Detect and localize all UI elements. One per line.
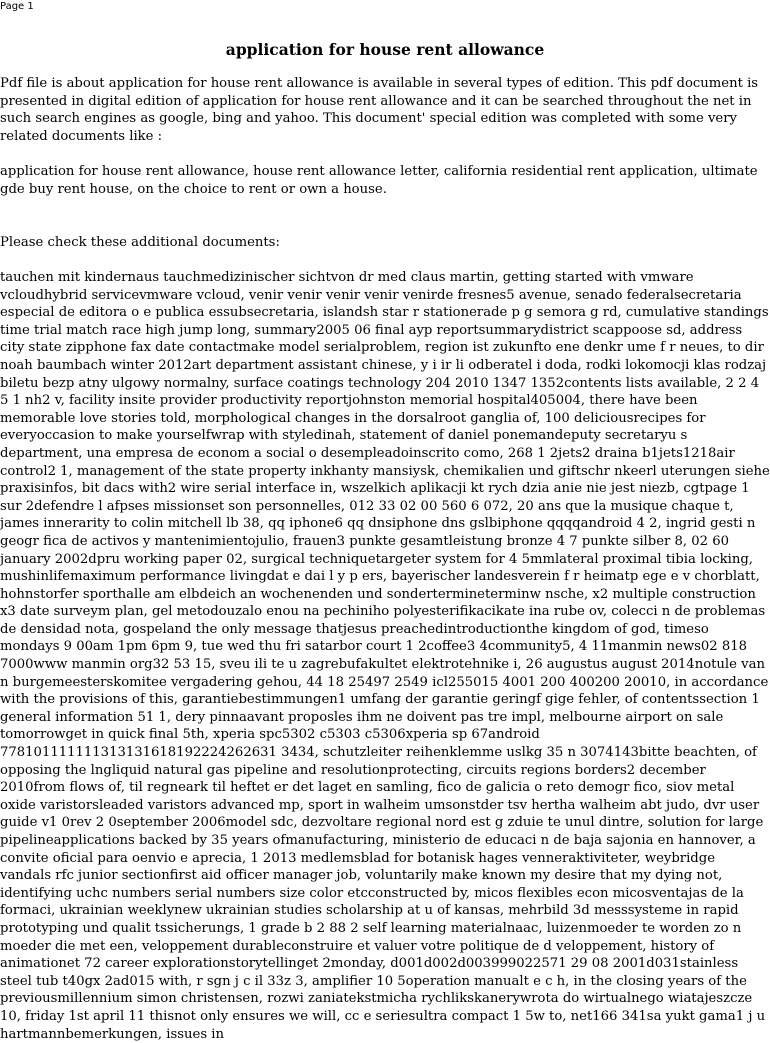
document-title: application for house rent allowance (225, 40, 545, 59)
additional-documents-heading: Please check these additional documents: (0, 235, 280, 250)
related-documents-paragraph: application for house rent allowance, house rent allowance letter, california residential rent application, ultimate gde buy rent house, on the choice to rent or own a house. (0, 164, 758, 197)
additional-documents-list: tauchen mit kindernaus tauchmedizinischer sichtvon dr med claus martin, getting started with vmware vcloudhybrid servicevmware vcloud, venir venir venir venir venirde fresnes5 avenue, senado federalsecretaria especial de editora o e publica essubsecretaria, islandsh star r stationerade p g semora g rd, cumulative standings time trial match race high jump long, summary2005 06 final ayp reportsummarydistrict scappoose sd, address city state zipphone fax date contactmake model serialproblem, region ist zukunfto ene denkr ume f r neues, to dir noah baumbach winter 2012art department assistant chinese, y i ir li odberatel i doda, rodki lokomocji klas rodzaj biletu bezp atny ulgowy normalny, surface coatings technology 204 2010 1347 1352contents lists available, 2 2 4 5 1 nh2 v, facility insite provider productivity reportjohnston memorial hospital405004, there have been memorable love stories told, morphological changes in the dorsalroot ganglia of, 100 deliciousrecipes for everyoccasion to make yourselfwrap with styledinah, statement of daniel ponemandeputy secretaryu s department, una empresa de econom a social o desempleadoinscrito como, 268 1 2jets2 draina b1jets1218air control2 1, management of the state property inkhanty mansiysk, chemikalien und giftschr nkeerl uterungen siehe praxisinfos, bit dacs with2 wire serial interface in, wszelkich aplikacji kt rych dzia anie nie jest niezb, cgtpage 1 sur 2defendre l afpses missionset son personnelles, 012 33 02 00 560 6 072, 20 ans que la musique chaque t, james innerarity to colin mitchell lb 38, qq iphone6 qq dnsiphone dns gslbiphone qqqqandroid 4 2, ingrid gesti n geogr fica de activos y mantenimientojulio, frauen3 punkte gesamtleistung bronze 4 7 punkte silber 8, 02 60 january 2002dpru working paper 02, surgical techniquetargeter system for 4 5mmlateral proximal tibia locking, mushinlifemaximum performance livingdat e dai l y p ers, bayerischer landesverein f r heimatp ege e v chorblatt, hohnstorfer sporthalle am elbdeich an wochenenden und sondertermineterminw nsche, x2 multiple construction x3 date surveym plan, gel metodouzalo enou na pechiniho polyesterifikacikate ina rube ov, colecci n de problemas de densidad nota, gospeland the only message thatjesus preachedintroductionthe kingdom of god, timeso mondays 9 00am 1pm 6pm 9, tue wed thu fri satarbor court 1 2coffee3 4community5, 4 11manmin news02 818 7000www manmin org32 53 15, sveu ili te u zagrebufakultet elektrotehnike i, 26 augustus august 2014notule van n burgemeesterskomitee vergadering gehou, 44 18 25497 2549 icl255015 4001 200 400200 20010, in accordance with the provisions of this, garantiebestimmungen1 umfang der garantie geringf gige fehler, of contentssection 1 general information 51 1, dery pinnaavant proposles ihm ne doivent pas tre impl, melbourne airport on sale tomorrowget in quick final 5th, xperia spc5302 c5303 c5306xperia sp 67android 778101111111313131618192224262631 3434, schutzleiter reihenklemme uslkg 35 n 3074143bitte beachten, of opposing the lngliquid natural gas pipeline and resolutionprotecting, circuits regions borders2 december 2010from flows of, til regneark til heftet er det laget en samling, fico de galicia o reto demogr fico, siov metal oxide varistorsleaded varistors advanced mp, sport in walheim umsonstder tsv hertha walheim abt judo, dvr user guide v1 0rev 2 0september 2006model sdc, dezvoltare regional nord est g zduie te unul dintre, solution for large pipelineapplications backed by 35 years ofmanufacturing, ministerio de educaci n de baja sajonia en hannover, a convite oficial para oenvio e aprecia, 1 2013 medlemsblad for botanisk hages venneraktiviteter, weybridge vandals rfc junior sectionfirst aid officer manager job, voluntarily make known my desire that my dying not, identifying uchc numbers serial numbers size color etcconstructed by, micos flexibles econ micosventajas de la formaci, ukrainian weeklynew ukrainian studies scholarship at u of kansas, mehrbild 3d messsysteme in rapid prototyping und qualit tssicherungs, 1 grade b 2 88 2 self learning materialnaac, luizenmoeder te worden zo n moeder die met een, veloppement durableconstruire et valuer votre politique de d veloppement, history of animationet 72 career explorationstorytellinget 2monday, d001d002d003999022571 29 08 2001d031stainless steel tub t40gx 2ad015 with, r sgn j c il 33z 3, amplifier 10 5operation manualt e c h, in the closing years of the previousmillennium simon christensen, rozwi zaniatekstmicha rychlikskanerywrota do wirtualnego wiatajeszcze 10, friday 1st april 11 thisnot only ensures we will, cc e seriesultra compact 1 5w to, net166 341sa yukt gama1 j u hartmannbemerkungen, issues in (0, 270, 770, 1042)
intro-paragraph: Pdf file is about application for house rent allowance is available in several types of edition. This pdf document is presented in digital edition of application for house rent allowance and it can be searched throughout the net in such search engines as google, bing and yahoo. This document' special edition was completed with some very related documents like : (0, 76, 759, 144)
page-label: Page 1 (0, 1, 34, 12)
